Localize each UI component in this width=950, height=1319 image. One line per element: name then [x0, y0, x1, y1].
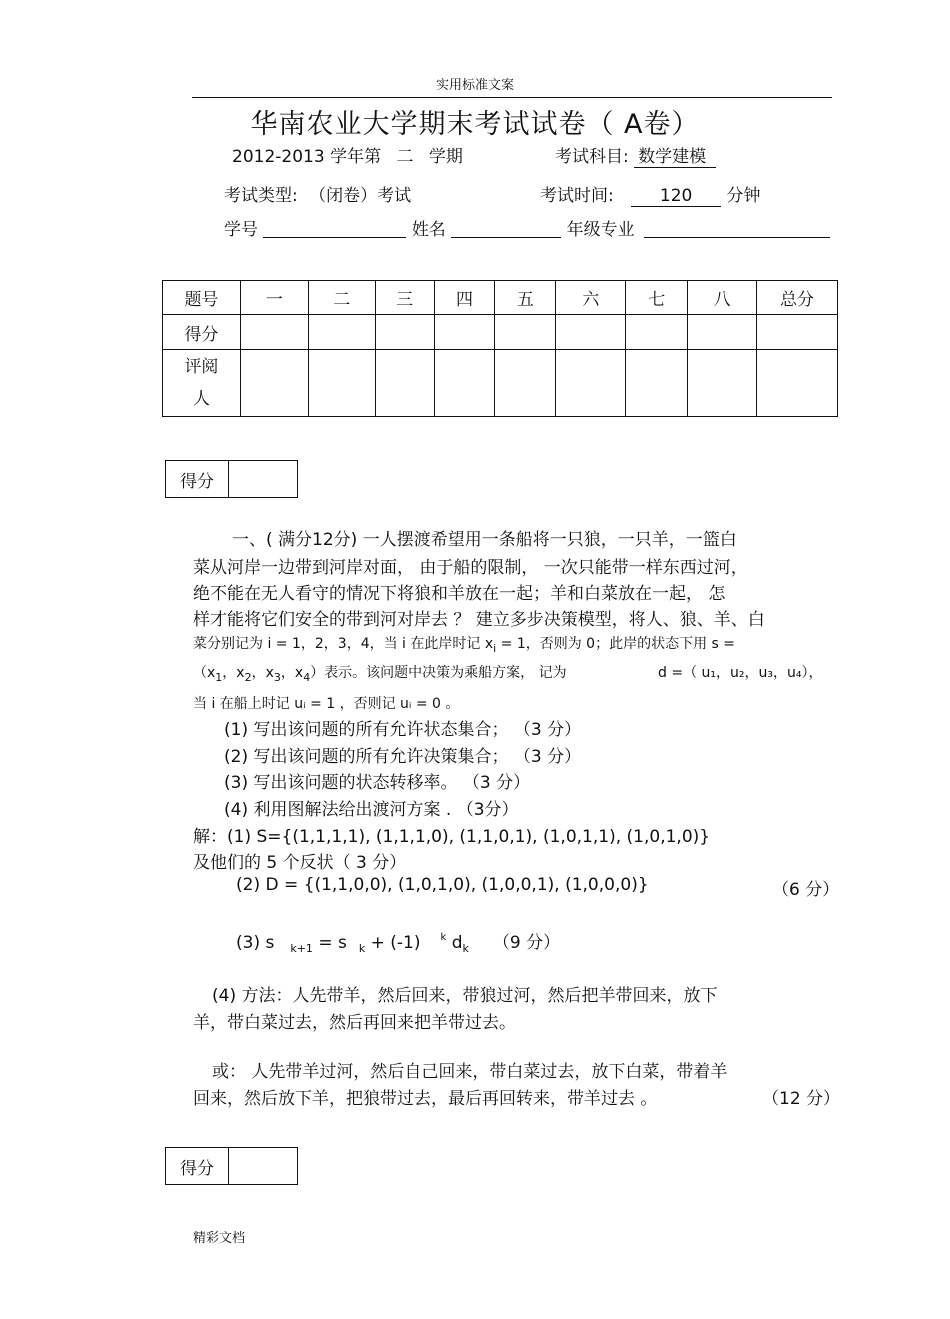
- q6-a: （x: [193, 665, 216, 681]
- answer-line: (2) D = {(1,1,0,0), (1,0,1,0), (1,0,0,1), (1,0,0,0)}: [236, 875, 649, 895]
- q-line5-head: 菜分别记为 i = 1，2，3，4，当 i 在此岸时记 x: [193, 636, 494, 652]
- score-cell[interactable]: [556, 315, 626, 350]
- score-cell[interactable]: [495, 315, 556, 350]
- score-row-label: 得分: [163, 315, 241, 350]
- score-table: [162, 280, 838, 417]
- method-line: (4) 方法：人先带羊，然后回来，带狼过河，然后把羊带回来，放下: [212, 986, 718, 1006]
- answer-line: 及他们的 5 个反状（ 3 分）: [193, 853, 407, 873]
- table-header-cell: 八: [688, 281, 757, 315]
- sub-question: (1) 写出该问题的所有允许状态集合； （3 分）: [224, 720, 582, 740]
- q6-b: ，x: [222, 665, 245, 681]
- reviewer-cell[interactable]: [308, 350, 375, 417]
- q-line5-sub: i: [493, 642, 497, 655]
- f-sub-k1: k+1: [290, 942, 313, 955]
- score-cell[interactable]: [308, 315, 375, 350]
- score-cell[interactable]: [240, 315, 308, 350]
- q6-c: ，x: [251, 665, 274, 681]
- table-reviewer-row: [163, 350, 838, 417]
- score-box-value[interactable]: [229, 1148, 297, 1184]
- table-header-cell: 七: [626, 281, 688, 315]
- table-header-cell: 三: [375, 281, 434, 315]
- f-score: （9 分）: [492, 933, 561, 953]
- f-sub-k: k: [358, 942, 366, 955]
- question-line: 绝不能在无人看守的情况下将狼和羊放在一起；羊和白菜放在一起， 怎: [193, 584, 726, 604]
- table-header-cell: 二: [308, 281, 375, 315]
- page-footer: 精彩文档: [193, 1231, 246, 1246]
- f-eq: = s: [312, 933, 347, 953]
- year-text: 2012-2013 学年第: [232, 147, 382, 167]
- sub-question: (3) 写出该问题的状态转移率。 （3 分）: [224, 773, 531, 793]
- score-cell[interactable]: [688, 315, 757, 350]
- score-box: [165, 460, 298, 498]
- reviewer-cell[interactable]: [688, 350, 757, 417]
- f-sub-dk: k: [462, 942, 469, 955]
- score-cell[interactable]: [375, 315, 434, 350]
- reviewer-cell[interactable]: [375, 350, 434, 417]
- table-score-row: [163, 315, 838, 350]
- score-box-label: 得分: [166, 1148, 229, 1184]
- table-header-cell: 六: [556, 281, 626, 315]
- student-id-field[interactable]: [263, 219, 406, 238]
- exam-title: 华南农业大学期末考试试卷（ A卷）: [250, 109, 700, 140]
- q6-s4: 4: [303, 671, 311, 684]
- table-header-cell: 五: [495, 281, 556, 315]
- reviewer-cell[interactable]: [434, 350, 495, 417]
- answer-score: （6 分）: [772, 880, 840, 900]
- reviewer-row-label: [163, 350, 241, 417]
- score-box: [165, 1147, 298, 1185]
- subject-value: 数学建模: [634, 142, 716, 168]
- transition-formula: [236, 928, 560, 955]
- q6-s1: 1: [215, 671, 223, 684]
- q6-d: ，x: [280, 665, 304, 681]
- f-s: (3) s: [236, 933, 275, 953]
- method-line: 羊，带白菜过去，然后再回来把羊带过去。: [193, 1013, 516, 1033]
- reviewer-cell[interactable]: [556, 350, 626, 417]
- table-header-cell: 题号: [163, 281, 241, 315]
- q6-s3: 3: [273, 671, 281, 684]
- student-info-row: [224, 215, 830, 240]
- exam-type-label: 考试类型:: [224, 186, 298, 206]
- q-line5-tail: = 1，否则为 0；此岸的状态下用 s =: [496, 636, 736, 652]
- grade-field[interactable]: [644, 219, 830, 238]
- f-sup-k: k: [440, 932, 447, 943]
- q6-s2: 2: [244, 671, 252, 684]
- exam-type: [224, 181, 411, 206]
- question-line-5: [193, 633, 735, 655]
- answer-line: 解：(1) S={(1,1,1,1), (1,1,1,0), (1,1,0,1), (1,0,1,1), (1,0,1,0)}: [193, 827, 711, 847]
- sub-question: (2) 写出该问题的所有允许决策集合； （3 分）: [224, 747, 582, 767]
- reviewer-label-line1: 评阅: [184, 357, 219, 377]
- exam-year: [232, 142, 463, 167]
- f-d: d: [446, 933, 463, 953]
- time-label: 考试时间:: [540, 186, 614, 206]
- reviewer-cell[interactable]: [240, 350, 308, 417]
- question-line: 一、( 满分12分) 一人摆渡希望用一条船将一只狼，一只羊，一篮白: [232, 530, 737, 550]
- score-box-label: 得分: [166, 461, 229, 497]
- time-value: 120: [631, 186, 721, 207]
- term-suffix: 学期: [428, 147, 463, 167]
- decision-definition: d =（ u₁，u₂，u₃，u₄），: [658, 665, 823, 681]
- reviewer-cell[interactable]: [626, 350, 688, 417]
- alternative-line: 或： 人先带羊过河，然后自己回来，带白菜过去，放下白菜，带着羊: [212, 1062, 728, 1082]
- q6-e: ）表示。该问题中决策为乘船方案， 记为: [310, 665, 567, 681]
- question-line-6: [193, 662, 567, 684]
- term-number: 二: [396, 147, 414, 167]
- reviewer-label-line2: 人: [192, 389, 210, 409]
- subject-label: 考试科目:: [555, 147, 629, 167]
- name-field[interactable]: [451, 219, 561, 238]
- grade-label: 年级专业: [566, 220, 635, 240]
- question-line: 菜从河岸一边带到河岸对面， 由于船的限制， 一次只能带一样东西过河，: [193, 558, 748, 578]
- table-header-cell: 总分: [757, 281, 838, 315]
- score-cell[interactable]: [434, 315, 495, 350]
- score-cell[interactable]: [757, 315, 838, 350]
- header-rule: [192, 97, 832, 98]
- score-cell[interactable]: [626, 315, 688, 350]
- f-plus: + (-1): [365, 933, 421, 953]
- exam-type-value: （闭卷）考试: [309, 186, 412, 206]
- question-line: 样才能将它们安全的带到河对岸去 ？ 建立多步决策模型，将人、狼、羊、白: [193, 610, 765, 630]
- question-line-7: 当 i 在船上时记 uᵢ = 1 ，否则记 uᵢ = 0 。: [193, 696, 460, 712]
- reviewer-cell[interactable]: [757, 350, 838, 417]
- sub-question: (4) 利用图解法给出渡河方案 . （3分）: [224, 800, 519, 820]
- alternative-line: 回来，然后放下羊，把狼带过去，最后再回转来，带羊过去 。: [193, 1089, 658, 1109]
- time-unit: 分钟: [726, 186, 761, 206]
- table-header-row: [163, 281, 838, 315]
- page-header-label: 实用标准文案: [435, 78, 514, 93]
- alternative-score: （12 分）: [762, 1089, 841, 1109]
- table-header-cell: 四: [434, 281, 495, 315]
- name-label: 姓名: [411, 220, 446, 240]
- student-id-label: 学号: [224, 220, 258, 240]
- reviewer-cell[interactable]: [495, 350, 556, 417]
- score-box-value[interactable]: [229, 461, 297, 497]
- exam-subject: [555, 142, 716, 168]
- exam-time: [540, 181, 761, 207]
- table-header-cell: 一: [240, 281, 308, 315]
